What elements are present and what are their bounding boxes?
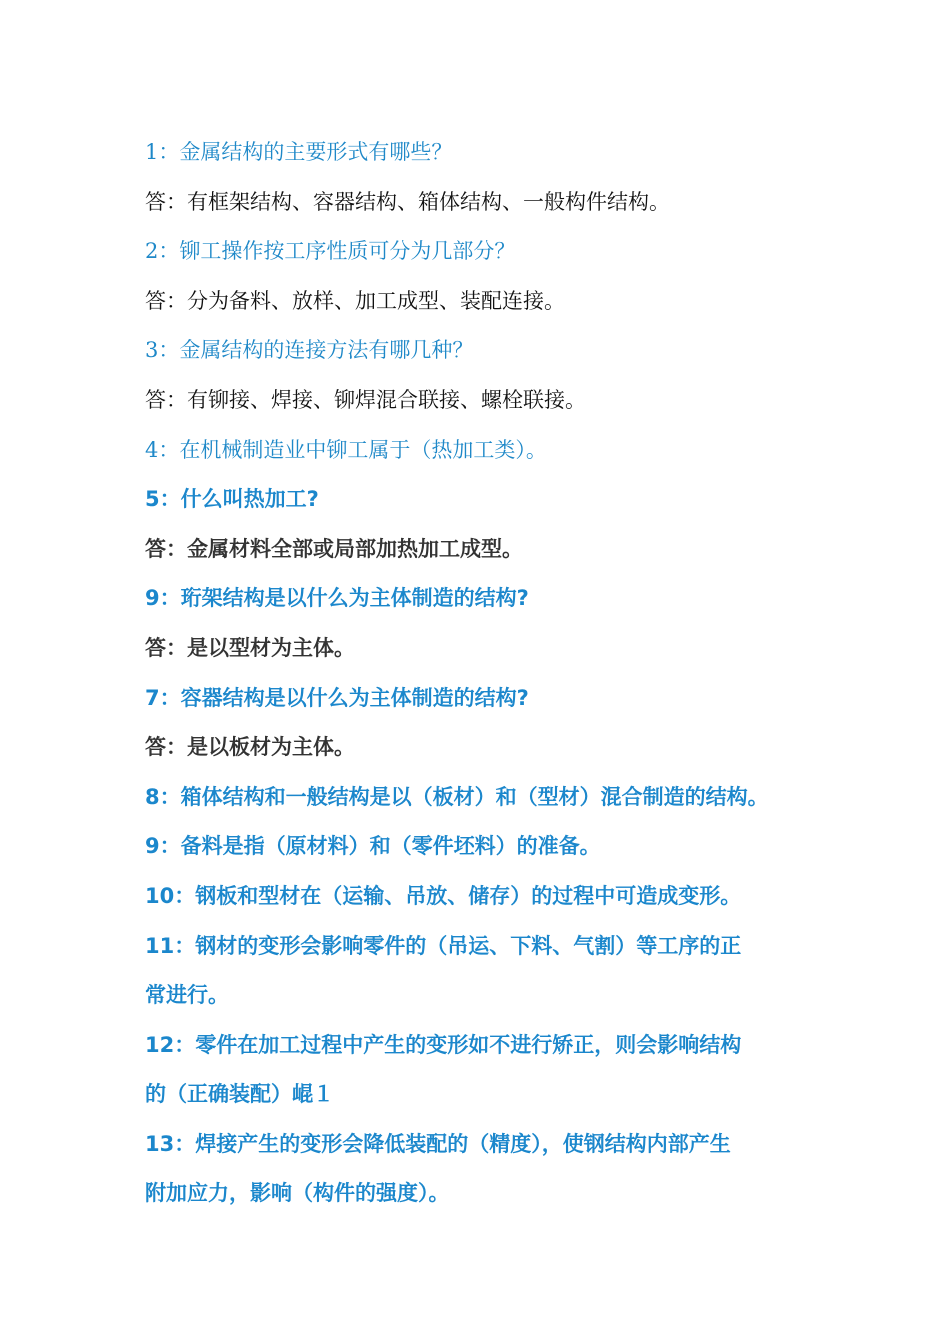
question-3: 3：金属结构的连接方法有哪几种？: [145, 338, 474, 363]
question-2: 2：铆工操作按工序性质可分为几部分？: [145, 239, 516, 264]
statement-4: 4：在机械制造业中铆工属于（热加工类）。: [145, 437, 547, 462]
question-9a: 9：珩架结构是以什么为主体制造的结构?: [145, 586, 529, 611]
question-1: 1：金属结构的主要形式有哪些？: [145, 140, 453, 164]
answer-3: 答：有铆接、焊接、铆焊混合联接、螺栓联接。: [145, 387, 586, 412]
statement-11-line-1: 11：钢材的变形会影响零件的（吊运、下料、气割）等工序的正: [145, 933, 742, 958]
question-7: 7：容器结构是以什么为主体制造的结构?: [145, 685, 529, 710]
answer-5: 答：金属材料全部或局部加热加工成型。: [145, 536, 523, 561]
answer-7: 答：是以板材为主体。: [145, 735, 355, 760]
answer-1: 答：有框架结构、容器结构、箱体结构、一般构件结构。: [145, 189, 670, 214]
answer-9a: 答：是以型材为主体。: [145, 635, 355, 660]
statement-9b: 9：备料是指（原材料）和（零件坯料）的准备。: [145, 834, 601, 859]
document-body: [145, 128, 835, 1219]
statement-13-line-1: 13：焊接产生的变形会降低装配的（精度），使钢结构内部产生: [145, 1131, 731, 1156]
statement-8: 8：箱体结构和一般结构是以（板材）和（型材）混合制造的结构。: [145, 784, 769, 809]
statement-10: 10：钢板和型材在（运输、吊放、储存）的过程中可造成变形。: [145, 883, 742, 908]
statement-12-line-1: 12：零件在加工过程中产生的变形如不进行矫正，则会影响结构: [145, 1032, 742, 1057]
statement-11-line-2: 常进行。: [145, 983, 229, 1008]
statement-13-line-2: 附加应力，影响（构件的强度）。: [145, 1181, 450, 1206]
question-5: 5：什么叫热加工?: [145, 487, 319, 512]
statement-12-line-2: 的（正确装配）崐１: [145, 1082, 334, 1107]
answer-2: 答：分为备料、放样、加工成型、装配连接。: [145, 288, 565, 313]
